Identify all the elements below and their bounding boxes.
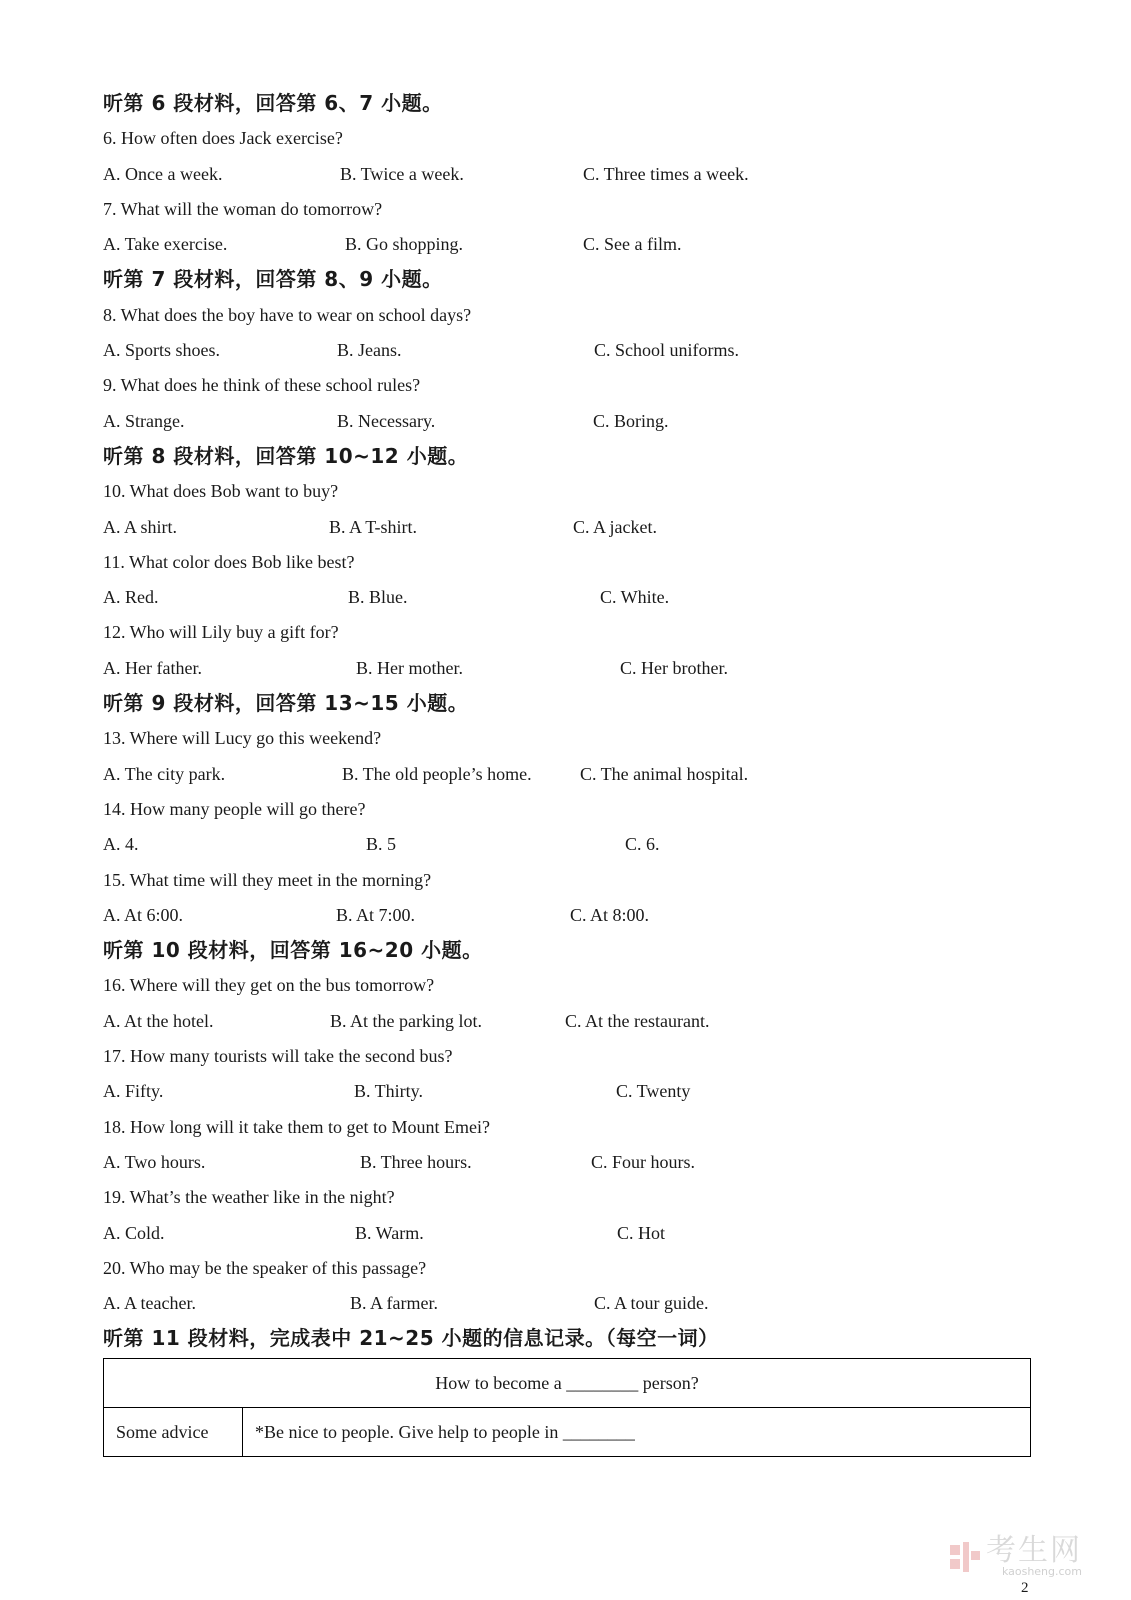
option-row: [103, 1004, 1033, 1039]
option-row: [103, 227, 1033, 262]
option-a: A. The city park.: [103, 763, 226, 784]
watermark-url: kaosheng.com: [1001, 1565, 1082, 1578]
option-a: A. Red.: [103, 587, 159, 608]
table-row-label: Some advice: [104, 1408, 243, 1457]
table-row-text: *Be nice to people. Give help to people in ________: [243, 1408, 1031, 1457]
option-c: C. 6.: [625, 834, 660, 855]
option-a: A. Take exercise.: [103, 234, 228, 255]
question-text: 11. What color does Bob like best?: [103, 551, 355, 572]
question-text: 18. How long will it take them to get to Mount Emei?: [103, 1116, 490, 1137]
info-record-table: [103, 1358, 1031, 1457]
question-text: 12. Who will Lily buy a gift for?: [103, 622, 339, 643]
option-c: C. Four hours.: [591, 1151, 696, 1172]
option-row: [103, 898, 1033, 933]
question-text: 9. What does he think of these school rules?: [103, 375, 421, 396]
option-b: B. Thirty.: [354, 1081, 424, 1102]
watermark: [950, 1533, 1082, 1578]
option-row: [103, 510, 1033, 545]
option-row: [103, 333, 1033, 368]
option-a: A. A shirt.: [103, 516, 178, 537]
option-row: [103, 580, 1033, 615]
section-heading: 听第 6 段材料，回答第 6、7 小题。: [103, 91, 443, 115]
option-row: [103, 827, 1033, 862]
option-a: A. At 6:00.: [103, 904, 184, 925]
option-a: A. Once a week.: [103, 163, 223, 184]
option-c: C. At the restaurant.: [565, 1010, 710, 1031]
option-c: C. See a film.: [583, 234, 682, 255]
option-a: A. Sports shoes.: [103, 340, 221, 361]
option-row: [103, 1074, 1033, 1109]
question-text: 20. Who may be the speaker of this passage?: [103, 1257, 427, 1278]
option-b: B. Warm.: [355, 1222, 424, 1243]
option-b: B. At the parking lot.: [330, 1010, 482, 1031]
question-text: 17. How many tourists will take the second bus?: [103, 1046, 453, 1067]
option-b: B. Twice a week.: [340, 163, 464, 184]
question-text: 8. What does the boy have to wear on school days?: [103, 304, 472, 325]
question-text: 6. How often does Jack exercise?: [103, 128, 343, 149]
option-a: A. Her father.: [103, 657, 202, 678]
option-row: [103, 404, 1033, 439]
section-heading: 听第 9 段材料，回答第 13~15 小题。: [103, 691, 469, 716]
option-b: B. Her mother.: [356, 657, 463, 678]
question-text: 10. What does Bob want to buy?: [103, 481, 339, 502]
option-row: [103, 1145, 1033, 1180]
table-title: How to become a ________ person?: [104, 1359, 1031, 1408]
option-b: B. At 7:00.: [336, 904, 416, 925]
section-heading: 听第 11 段材料，完成表中 21~25 小题的信息记录。（每空一词）: [103, 1326, 719, 1351]
exam-page: [103, 86, 1033, 1357]
option-c: C. A jacket.: [573, 516, 657, 537]
option-b: B. Jeans.: [337, 340, 402, 361]
option-a: A. Two hours.: [103, 1151, 206, 1172]
option-b: B. A farmer.: [350, 1293, 438, 1314]
option-c: C. Hot: [617, 1222, 666, 1243]
option-c: C. Three times a week.: [583, 163, 749, 184]
option-a: A. Strange.: [103, 410, 185, 431]
option-c: C. Boring.: [593, 410, 669, 431]
option-a: A. A teacher.: [103, 1293, 196, 1314]
page-number: 2: [1021, 1580, 1029, 1596]
option-a: A. At the hotel.: [103, 1010, 214, 1031]
table-row: [104, 1408, 1031, 1457]
option-c: C. White.: [600, 587, 670, 608]
option-b: B. Blue.: [348, 587, 408, 608]
option-row: [103, 651, 1033, 686]
question-text: 16. Where will they get on the bus tomorrow?: [103, 975, 435, 996]
option-c: C. School uniforms.: [594, 340, 740, 361]
question-text: 7. What will the woman do tomorrow?: [103, 198, 383, 219]
option-b: B. Necessary.: [337, 410, 436, 431]
section-heading: 听第 8 段材料，回答第 10~12 小题。: [103, 443, 469, 468]
watermark-name: 考生网: [986, 1533, 1082, 1568]
question-text: 15. What time will they meet in the morning?: [103, 869, 432, 890]
question-text: 13. Where will Lucy go this weekend?: [103, 728, 382, 749]
option-b: B. A T-shirt.: [329, 516, 418, 537]
section-heading: 听第 10 段材料，回答第 16~20 小题。: [103, 938, 483, 963]
option-c: C. A tour guide.: [594, 1293, 709, 1314]
option-a: A. Fifty.: [103, 1081, 164, 1102]
option-row: [103, 1216, 1033, 1251]
option-b: B. The old people’s home.: [342, 763, 532, 784]
option-row: [103, 1286, 1033, 1321]
question-text: 19. What’s the weather like in the night?: [103, 1187, 395, 1208]
option-b: B. 5: [366, 834, 397, 855]
question-text: 14. How many people will go there?: [103, 798, 366, 819]
section-heading: 听第 7 段材料，回答第 8、9 小题。: [103, 267, 443, 292]
option-c: C. At 8:00.: [570, 904, 650, 925]
option-c: C. Twenty: [616, 1081, 691, 1102]
option-row: [103, 757, 1033, 792]
table-title-row: [104, 1359, 1031, 1408]
option-row: [103, 157, 1033, 192]
option-c: C. The animal hospital.: [580, 763, 749, 784]
option-c: C. Her brother.: [620, 657, 728, 678]
option-b: B. Three hours.: [360, 1151, 472, 1172]
option-b: B. Go shopping.: [345, 234, 464, 255]
option-a: A. 4.: [103, 834, 139, 855]
option-a: A. Cold.: [103, 1222, 165, 1243]
watermark-logo-icon: [950, 1542, 980, 1572]
